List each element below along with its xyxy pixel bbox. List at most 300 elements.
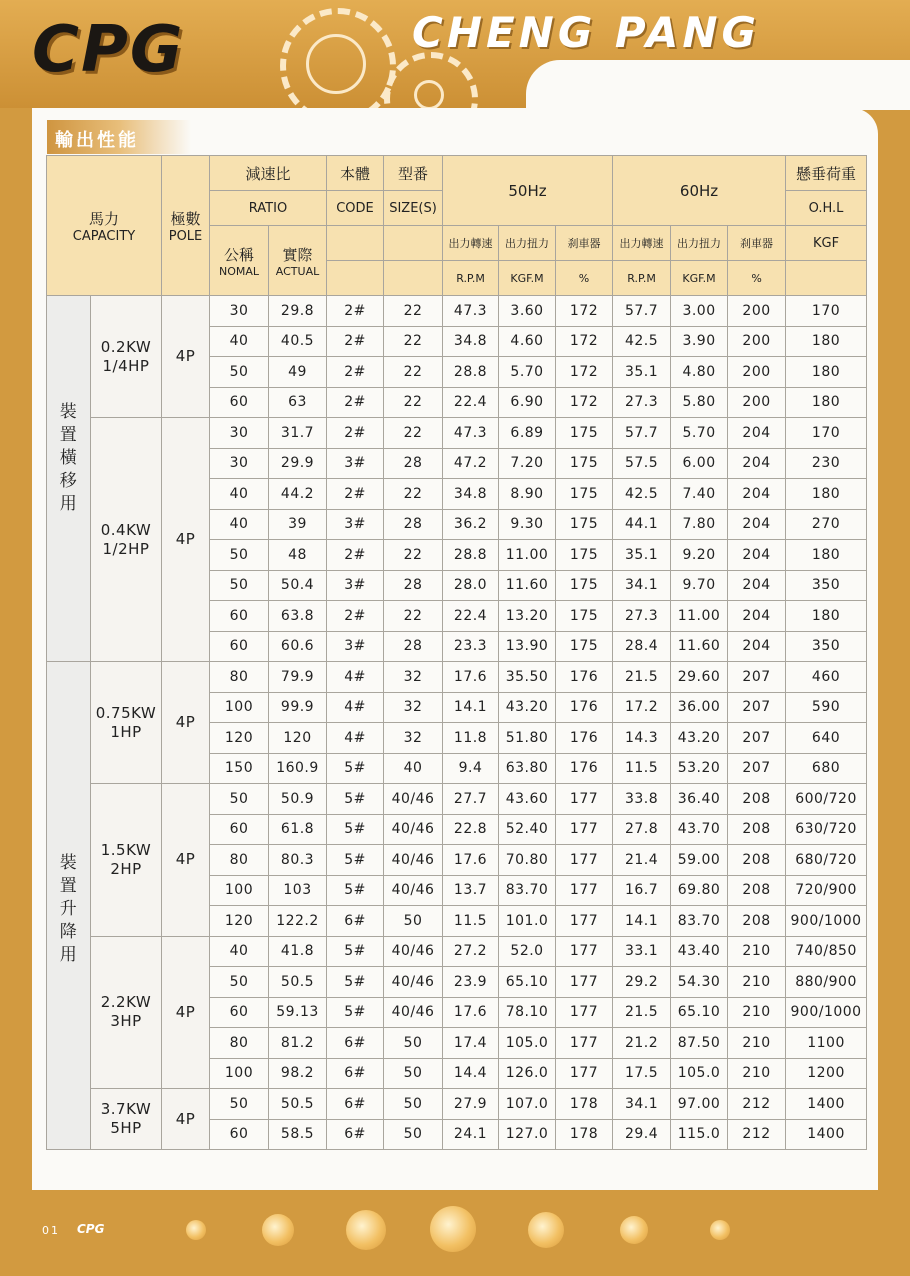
cell-kgfm-50: 4.60 — [499, 326, 556, 357]
cell-nominal: 80 — [210, 662, 269, 693]
cell-brake-60: 204 — [728, 540, 786, 571]
cell-kgfm-60: 5.80 — [671, 387, 728, 418]
cell-ohl: 680/720 — [786, 845, 867, 876]
cell-nominal: 100 — [210, 692, 269, 723]
cell-rpm-50: 36.2 — [443, 509, 499, 540]
cell-actual: 99.9 — [269, 692, 327, 723]
cell-brake-60: 208 — [728, 784, 786, 815]
decor-dot — [262, 1214, 294, 1246]
capacity-kw: 3.7KW — [100, 1100, 152, 1118]
header-kgfm-50: KGF.M — [499, 261, 556, 296]
table-row — [47, 418, 867, 449]
cell-kgfm-60: 9.70 — [671, 570, 728, 601]
table-row — [47, 936, 867, 967]
cell-rpm-60: 28.4 — [613, 631, 671, 662]
gear-ring — [306, 34, 366, 94]
cell-kgfm-60: 87.50 — [671, 1028, 728, 1059]
cell-brake-60: 208 — [728, 814, 786, 845]
header-ratio-zh: 減速比 — [210, 156, 327, 191]
capacity-kw: 0.75KW — [95, 703, 157, 722]
cell-size: 22 — [384, 387, 443, 418]
cell-size: 40/46 — [384, 845, 443, 876]
cell-brake-50: 175 — [556, 479, 613, 510]
cell-size: 40/46 — [384, 997, 443, 1028]
cell-size: 28 — [384, 631, 443, 662]
capacity-kw: 2.2KW — [100, 993, 152, 1012]
cell-brake-60: 212 — [728, 1119, 786, 1150]
cell-brake-50: 176 — [556, 753, 613, 784]
section-title: 輸出性能 — [55, 130, 139, 151]
cell-kgfm-50: 70.80 — [499, 845, 556, 876]
cell-brake-50: 177 — [556, 845, 613, 876]
cell-nominal: 80 — [210, 1028, 269, 1059]
cell-ohl: 180 — [786, 326, 867, 357]
cell-ohl: 630/720 — [786, 814, 867, 845]
cpg-logo: CPG — [32, 13, 185, 87]
cell-brake-50: 177 — [556, 814, 613, 845]
cell-kgfm-50: 65.10 — [499, 967, 556, 998]
cell-kgfm-50: 13.20 — [499, 601, 556, 632]
cell-kgfm-60: 3.90 — [671, 326, 728, 357]
cell-code: 5# — [327, 814, 384, 845]
cell-rpm-50: 14.4 — [443, 1058, 499, 1089]
cell-code: 4# — [327, 723, 384, 754]
cell-ohl: 600/720 — [786, 784, 867, 815]
header-rpm-60: R.P.M — [613, 261, 671, 296]
cell-ohl: 180 — [786, 387, 867, 418]
header-blank-code — [327, 226, 384, 261]
cell-kgfm-60: 6.00 — [671, 448, 728, 479]
header-kgf: KGF — [786, 226, 867, 261]
decor-dot — [186, 1220, 206, 1240]
header-speed-50: 出力轉速 — [443, 226, 499, 261]
cell-ohl: 180 — [786, 601, 867, 632]
cell-size: 32 — [384, 723, 443, 754]
decor-dot — [528, 1212, 564, 1248]
cell-brake-50: 172 — [556, 296, 613, 327]
cell-kgfm-60: 54.30 — [671, 967, 728, 998]
cell-rpm-60: 21.4 — [613, 845, 671, 876]
cell-rpm-60: 21.5 — [613, 997, 671, 1028]
cell-code: 2# — [327, 479, 384, 510]
cell-code: 3# — [327, 509, 384, 540]
cell-nominal: 60 — [210, 814, 269, 845]
cell-brake-50: 176 — [556, 692, 613, 723]
cell-kgfm-60: 3.00 — [671, 296, 728, 327]
cell-code: 2# — [327, 326, 384, 357]
cell-brake-50: 175 — [556, 601, 613, 632]
cell-rpm-50: 28.8 — [443, 540, 499, 571]
cell-ohl: 460 — [786, 662, 867, 693]
cell-brake-50: 172 — [556, 326, 613, 357]
cell-ohl: 180 — [786, 540, 867, 571]
header-kgfm-60: KGF.M — [671, 261, 728, 296]
cell-nominal: 150 — [210, 753, 269, 784]
cell-rpm-50: 17.6 — [443, 997, 499, 1028]
cell-brake-50: 175 — [556, 509, 613, 540]
capacity-hp: 2HP — [110, 859, 142, 878]
cell-brake-60: 200 — [728, 326, 786, 357]
cell-brake-60: 210 — [728, 1028, 786, 1059]
section-title-bar — [47, 120, 191, 154]
cell-brake-50: 177 — [556, 906, 613, 937]
cell-rpm-60: 14.3 — [613, 723, 671, 754]
cell-kgfm-50: 13.90 — [499, 631, 556, 662]
cell-kgfm-50: 78.10 — [499, 997, 556, 1028]
cell-brake-50: 177 — [556, 997, 613, 1028]
cell-actual: 63 — [269, 387, 327, 418]
footer-logo: CPG — [77, 1222, 105, 1236]
cell-brake-60: 210 — [728, 936, 786, 967]
cell-rpm-50: 34.8 — [443, 479, 499, 510]
cell-kgfm-60: 43.70 — [671, 814, 728, 845]
cell-kgfm-50: 52.0 — [499, 936, 556, 967]
performance-table — [46, 155, 867, 1150]
cell-actual: 81.2 — [269, 1028, 327, 1059]
cell-ohl: 1400 — [786, 1089, 867, 1120]
header-capacity: 馬力 CAPACITY — [47, 156, 162, 296]
cell-actual: 98.2 — [269, 1058, 327, 1089]
cell-code: 3# — [327, 631, 384, 662]
cell-ohl: 170 — [786, 296, 867, 327]
cell-rpm-60: 42.5 — [613, 326, 671, 357]
capacity-hp: 5HP — [110, 1119, 142, 1137]
cell-brake-60: 204 — [728, 479, 786, 510]
capacity-kw: 0.2KW — [100, 337, 152, 356]
cell-kgfm-60: 65.10 — [671, 997, 728, 1028]
cell-code: 5# — [327, 753, 384, 784]
cell-rpm-50: 28.0 — [443, 570, 499, 601]
header-brake-50: 刹車器 — [556, 226, 613, 261]
cell-nominal: 50 — [210, 570, 269, 601]
pole-cell: 4P — [162, 418, 210, 662]
cell-kgfm-50: 5.70 — [499, 357, 556, 388]
cell-code: 2# — [327, 387, 384, 418]
header-blank-size-2 — [384, 261, 443, 296]
cell-kgfm-50: 43.60 — [499, 784, 556, 815]
cell-size: 50 — [384, 1028, 443, 1059]
cell-size: 22 — [384, 357, 443, 388]
cell-nominal: 50 — [210, 967, 269, 998]
panel-tab — [526, 60, 910, 110]
cell-actual: 50.5 — [269, 967, 327, 998]
cell-rpm-50: 24.1 — [443, 1119, 499, 1150]
capacity-cell — [91, 1089, 162, 1150]
cell-rpm-60: 21.2 — [613, 1028, 671, 1059]
cell-code: 3# — [327, 448, 384, 479]
cell-code: 6# — [327, 1119, 384, 1150]
cell-actual: 160.9 — [269, 753, 327, 784]
capacity-hp: 1/2HP — [102, 539, 150, 558]
cell-kgfm-50: 11.00 — [499, 540, 556, 571]
cell-ohl: 680 — [786, 753, 867, 784]
cell-actual: 60.6 — [269, 631, 327, 662]
cell-kgfm-50: 3.60 — [499, 296, 556, 327]
cell-code: 5# — [327, 784, 384, 815]
capacity-hp: 1HP — [110, 722, 142, 741]
cell-brake-60: 200 — [728, 296, 786, 327]
cell-kgfm-50: 11.60 — [499, 570, 556, 601]
cell-nominal: 60 — [210, 601, 269, 632]
cell-kgfm-50: 107.0 — [499, 1089, 556, 1120]
cell-rpm-60: 29.2 — [613, 967, 671, 998]
cell-brake-50: 176 — [556, 662, 613, 693]
pole-cell: 4P — [162, 936, 210, 1089]
cell-rpm-60: 33.1 — [613, 936, 671, 967]
cell-code: 4# — [327, 662, 384, 693]
cell-brake-50: 177 — [556, 784, 613, 815]
cell-size: 40/46 — [384, 814, 443, 845]
cell-nominal: 30 — [210, 296, 269, 327]
cell-code: 5# — [327, 936, 384, 967]
cell-rpm-60: 35.1 — [613, 357, 671, 388]
cell-rpm-60: 29.4 — [613, 1119, 671, 1150]
cell-code: 5# — [327, 997, 384, 1028]
cell-actual: 29.8 — [269, 296, 327, 327]
cell-ohl: 720/900 — [786, 875, 867, 906]
cell-actual: 31.7 — [269, 418, 327, 449]
cell-brake-50: 175 — [556, 570, 613, 601]
cell-kgfm-50: 7.20 — [499, 448, 556, 479]
cell-code: 5# — [327, 875, 384, 906]
cell-kgfm-50: 51.80 — [499, 723, 556, 754]
cell-size: 22 — [384, 479, 443, 510]
cell-code: 6# — [327, 906, 384, 937]
cell-brake-60: 207 — [728, 662, 786, 693]
cell-brake-60: 207 — [728, 723, 786, 754]
cell-ohl: 900/1000 — [786, 906, 867, 937]
group-label-text: 裝置橫移用 — [59, 402, 78, 514]
cell-kgfm-50: 83.70 — [499, 875, 556, 906]
page-number: 01 — [42, 1224, 60, 1237]
cell-rpm-60: 27.3 — [613, 387, 671, 418]
pole-cell: 4P — [162, 296, 210, 418]
cell-kgfm-60: 115.0 — [671, 1119, 728, 1150]
cell-actual: 48 — [269, 540, 327, 571]
cell-ohl: 1200 — [786, 1058, 867, 1089]
cell-nominal: 100 — [210, 875, 269, 906]
capacity-kw: 1.5KW — [100, 840, 152, 859]
cell-size: 32 — [384, 662, 443, 693]
cell-kgfm-50: 43.20 — [499, 692, 556, 723]
cell-size: 40/46 — [384, 784, 443, 815]
cell-rpm-50: 17.6 — [443, 845, 499, 876]
cell-code: 2# — [327, 418, 384, 449]
header-blank-code-2 — [327, 261, 384, 296]
header-ohl-zh: 懸垂荷重 — [786, 156, 867, 191]
decor-dot — [620, 1216, 648, 1244]
cell-rpm-60: 57.7 — [613, 296, 671, 327]
group-label-text: 裝置升降用 — [59, 853, 78, 965]
cell-rpm-60: 27.8 — [613, 814, 671, 845]
cell-rpm-60: 34.1 — [613, 1089, 671, 1120]
cell-kgfm-50: 105.0 — [499, 1028, 556, 1059]
cell-rpm-60: 34.1 — [613, 570, 671, 601]
cell-size: 50 — [384, 1119, 443, 1150]
cell-brake-60: 210 — [728, 1058, 786, 1089]
capacity-hp: 3HP — [110, 1012, 142, 1031]
cell-rpm-60: 57.7 — [613, 418, 671, 449]
cell-kgfm-50: 63.80 — [499, 753, 556, 784]
capacity-cell — [91, 418, 162, 662]
header-brake-60: 刹車器 — [728, 226, 786, 261]
cell-nominal: 40 — [210, 326, 269, 357]
cell-actual: 122.2 — [269, 906, 327, 937]
cell-brake-60: 212 — [728, 1089, 786, 1120]
header-actual: 實際 ACTUAL — [269, 226, 327, 296]
capacity-cell — [91, 662, 162, 784]
cell-size: 28 — [384, 570, 443, 601]
cell-rpm-60: 14.1 — [613, 906, 671, 937]
cell-nominal: 50 — [210, 540, 269, 571]
cell-brake-50: 176 — [556, 723, 613, 754]
cell-kgfm-50: 101.0 — [499, 906, 556, 937]
cell-size: 40/46 — [384, 875, 443, 906]
cell-size: 22 — [384, 601, 443, 632]
small-gear-ring — [414, 80, 444, 110]
cell-kgfm-50: 8.90 — [499, 479, 556, 510]
cell-code: 6# — [327, 1089, 384, 1120]
cell-brake-60: 200 — [728, 357, 786, 388]
cell-actual: 49 — [269, 357, 327, 388]
cell-ohl: 230 — [786, 448, 867, 479]
cell-brake-50: 177 — [556, 875, 613, 906]
cell-actual: 103 — [269, 875, 327, 906]
cell-actual: 50.5 — [269, 1089, 327, 1120]
cell-kgfm-50: 9.30 — [499, 509, 556, 540]
table-row — [47, 662, 867, 693]
cell-kgfm-60: 5.70 — [671, 418, 728, 449]
cell-rpm-50: 47.3 — [443, 296, 499, 327]
cell-ohl: 880/900 — [786, 967, 867, 998]
table-row — [47, 784, 867, 815]
header-50hz: 50Hz — [443, 156, 613, 226]
cell-rpm-50: 11.5 — [443, 906, 499, 937]
cell-brake-50: 175 — [556, 540, 613, 571]
header-size-en: SIZE(S) — [384, 191, 443, 226]
cell-code: 6# — [327, 1058, 384, 1089]
cell-kgfm-60: 83.70 — [671, 906, 728, 937]
table-row — [47, 1089, 867, 1120]
header-torque-60: 出力扭力 — [671, 226, 728, 261]
cell-rpm-60: 11.5 — [613, 753, 671, 784]
cell-rpm-50: 22.8 — [443, 814, 499, 845]
header-code-en: CODE — [327, 191, 384, 226]
header-pole: 極數 POLE — [162, 156, 210, 296]
capacity-hp: 1/4HP — [102, 356, 150, 375]
cell-kgfm-60: 105.0 — [671, 1058, 728, 1089]
cell-rpm-50: 17.6 — [443, 662, 499, 693]
cell-actual: 50.4 — [269, 570, 327, 601]
header-size-zh: 型番 — [384, 156, 443, 191]
cell-brake-60: 207 — [728, 753, 786, 784]
cell-rpm-60: 27.3 — [613, 601, 671, 632]
cell-ohl: 640 — [786, 723, 867, 754]
cell-rpm-60: 57.5 — [613, 448, 671, 479]
cell-kgfm-60: 43.20 — [671, 723, 728, 754]
cell-nominal: 50 — [210, 1089, 269, 1120]
cell-nominal: 40 — [210, 509, 269, 540]
cell-rpm-60: 17.5 — [613, 1058, 671, 1089]
cell-nominal: 60 — [210, 387, 269, 418]
header-code-zh: 本體 — [327, 156, 384, 191]
header-speed-60: 出力轉速 — [613, 226, 671, 261]
cell-size: 22 — [384, 540, 443, 571]
pole-cell: 4P — [162, 662, 210, 784]
cell-code: 4# — [327, 692, 384, 723]
cell-actual: 39 — [269, 509, 327, 540]
header-pct-60: % — [728, 261, 786, 296]
capacity-kw: 0.4KW — [100, 520, 152, 539]
cell-brake-60: 207 — [728, 692, 786, 723]
cell-nominal: 60 — [210, 1119, 269, 1150]
cell-rpm-50: 22.4 — [443, 601, 499, 632]
header-ratio-en: RATIO — [210, 191, 327, 226]
cell-rpm-50: 9.4 — [443, 753, 499, 784]
cell-code: 3# — [327, 570, 384, 601]
cell-rpm-50: 47.3 — [443, 418, 499, 449]
header-torque-50: 出力扭力 — [499, 226, 556, 261]
cell-ohl: 170 — [786, 418, 867, 449]
cell-size: 22 — [384, 418, 443, 449]
header-ohl-en: O.H.L — [786, 191, 867, 226]
cell-actual: 61.8 — [269, 814, 327, 845]
cell-actual: 79.9 — [269, 662, 327, 693]
cell-rpm-50: 23.9 — [443, 967, 499, 998]
cell-code: 5# — [327, 845, 384, 876]
cell-rpm-60: 17.2 — [613, 692, 671, 723]
cell-rpm-60: 44.1 — [613, 509, 671, 540]
cell-kgfm-50: 35.50 — [499, 662, 556, 693]
cell-nominal: 30 — [210, 448, 269, 479]
cell-rpm-60: 42.5 — [613, 479, 671, 510]
cell-brake-50: 177 — [556, 967, 613, 998]
cell-brake-60: 200 — [728, 387, 786, 418]
cell-rpm-50: 28.8 — [443, 357, 499, 388]
cell-brake-60: 204 — [728, 509, 786, 540]
cell-rpm-50: 47.2 — [443, 448, 499, 479]
cell-nominal: 40 — [210, 479, 269, 510]
cell-rpm-50: 17.4 — [443, 1028, 499, 1059]
cell-nominal: 40 — [210, 936, 269, 967]
cell-kgfm-60: 4.80 — [671, 357, 728, 388]
cell-kgfm-60: 53.20 — [671, 753, 728, 784]
cell-rpm-50: 34.8 — [443, 326, 499, 357]
cell-actual: 58.5 — [269, 1119, 327, 1150]
cell-size: 50 — [384, 1089, 443, 1120]
cell-rpm-50: 27.7 — [443, 784, 499, 815]
cell-nominal: 120 — [210, 906, 269, 937]
cell-actual: 29.9 — [269, 448, 327, 479]
cell-brake-50: 172 — [556, 387, 613, 418]
cell-nominal: 50 — [210, 784, 269, 815]
capacity-cell — [91, 296, 162, 418]
cell-brake-50: 177 — [556, 1028, 613, 1059]
cell-rpm-50: 22.4 — [443, 387, 499, 418]
cell-ohl: 180 — [786, 479, 867, 510]
header-pct-50: % — [556, 261, 613, 296]
cell-size: 50 — [384, 1058, 443, 1089]
pole-cell: 4P — [162, 1089, 210, 1150]
cell-code: 2# — [327, 540, 384, 571]
cell-kgfm-60: 11.00 — [671, 601, 728, 632]
capacity-cell — [91, 784, 162, 937]
cell-kgfm-60: 43.40 — [671, 936, 728, 967]
cell-brake-60: 204 — [728, 448, 786, 479]
cell-kgfm-60: 36.40 — [671, 784, 728, 815]
capacity-cell — [91, 936, 162, 1089]
cell-nominal: 120 — [210, 723, 269, 754]
